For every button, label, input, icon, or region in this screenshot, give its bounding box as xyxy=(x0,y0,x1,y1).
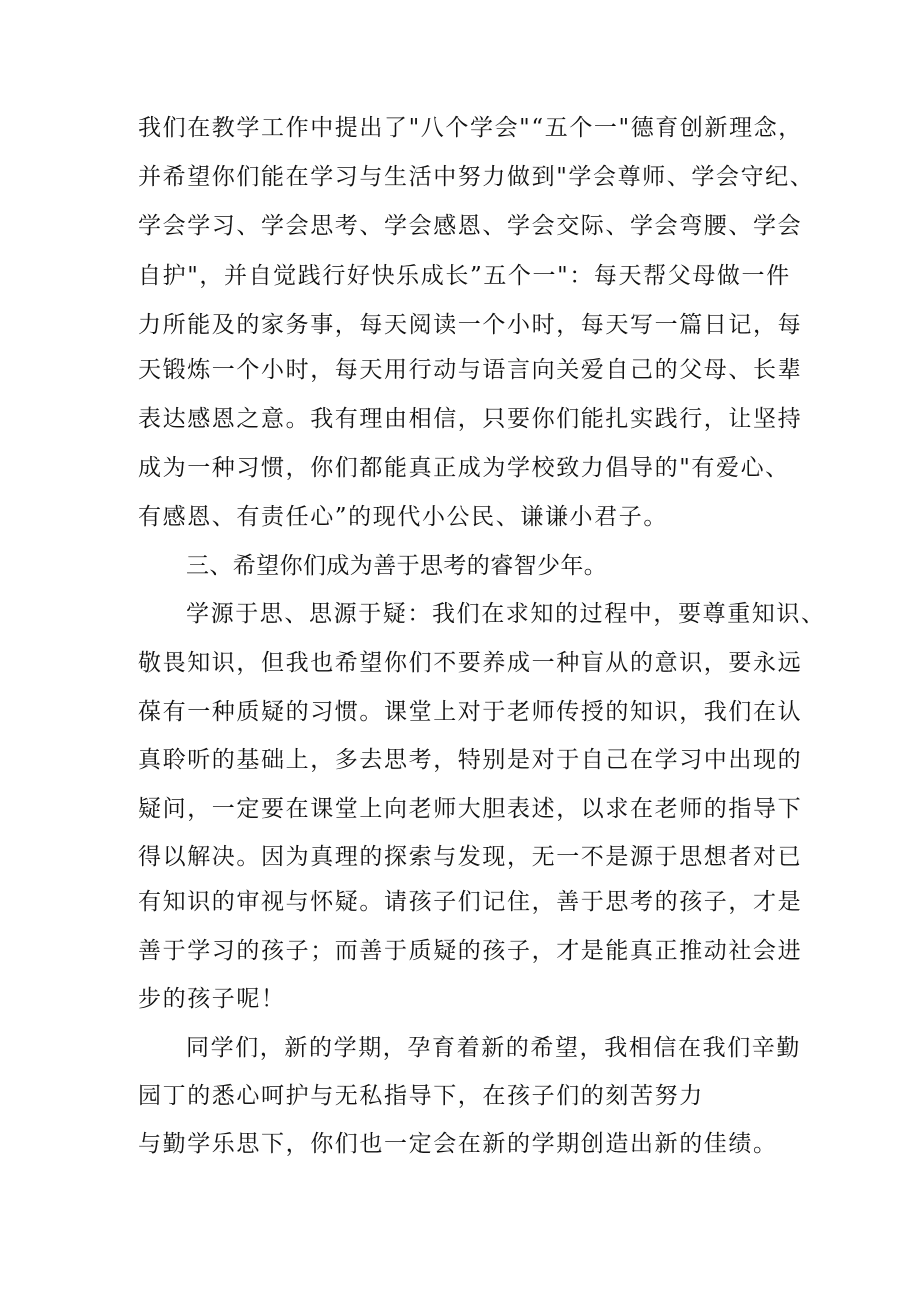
paragraph-line: 并希望你们能在学习与生活中努力做到"学会尊师、学会守纪、 xyxy=(138,164,815,190)
paragraph-line: 学源于思、思源于疑：我们在求知的过程中，要尊重知识、 xyxy=(186,601,826,627)
paragraph-line: 成为一种习惯，你们都能真正成为学校致力倡导的"有爱心、 xyxy=(138,455,790,481)
paragraph-line: 善于学习的孩子；而善于质疑的孩子，才是能真正推动社会进 xyxy=(138,938,803,964)
paragraph-line: 天锻炼一个小时，每天用行动与语言向关爱自己的父母、长辈 xyxy=(138,357,803,383)
paragraph-line: 表达感恩之意。我有理由相信，只要你们能扎实践行，让坚持 xyxy=(138,406,803,432)
paragraph-line: 有知识的审视与怀疑。请孩子们记住，善于思考的孩子，才是 xyxy=(138,889,803,915)
paragraph-line: 园丁的悉心呵护与无私指导下，在孩子们的刻苦努力 xyxy=(138,1083,704,1109)
paragraph-line: 自护"，并自觉践行好快乐成长”五个一"：每天帮父母做一件 xyxy=(138,263,791,289)
section-heading: 三、希望你们成为善于思考的睿智少年。 xyxy=(186,553,608,579)
paragraph-line: 疑问，一定要在课堂上向老师大胆表述，以求在老师的指导下 xyxy=(138,796,803,822)
paragraph-line: 力所能及的家务事，每天阅读一个小时，每天写一篇日记，每 xyxy=(138,312,803,338)
paragraph-line: 我们在教学工作中提出了"八个学会"“五个一"德育创新理念， xyxy=(138,115,803,141)
paragraph-line: 葆有一种质疑的习惯。课堂上对于老师传授的知识，我们在认 xyxy=(138,699,803,725)
paragraph-line: 步的孩子呢！ xyxy=(138,986,286,1012)
paragraph-line: 敬畏知识，但我也希望你们不要养成一种盲从的意识，要永远 xyxy=(138,650,803,676)
paragraph-line: 得以解决。因为真理的探索与发现，无一不是源于思想者对已 xyxy=(138,844,803,870)
paragraph-line: 同学们，新的学期，孕育着新的希望，我相信在我们辛勤 xyxy=(186,1035,801,1061)
paragraph-line: 有感恩、有责任心”的现代小公民、谦谦小君子。 xyxy=(138,504,668,530)
paragraph-line: 真聆听的基础上，多去思考，特别是对于自己在学习中出现的 xyxy=(138,747,803,773)
paragraph-line: 与勤学乐思下，你们也一定会在新的学期创造出新的佳绩。 xyxy=(138,1131,778,1157)
paragraph-line: 学会学习、学会思考、学会感恩、学会交际、学会弯腰、学会 xyxy=(138,213,803,239)
